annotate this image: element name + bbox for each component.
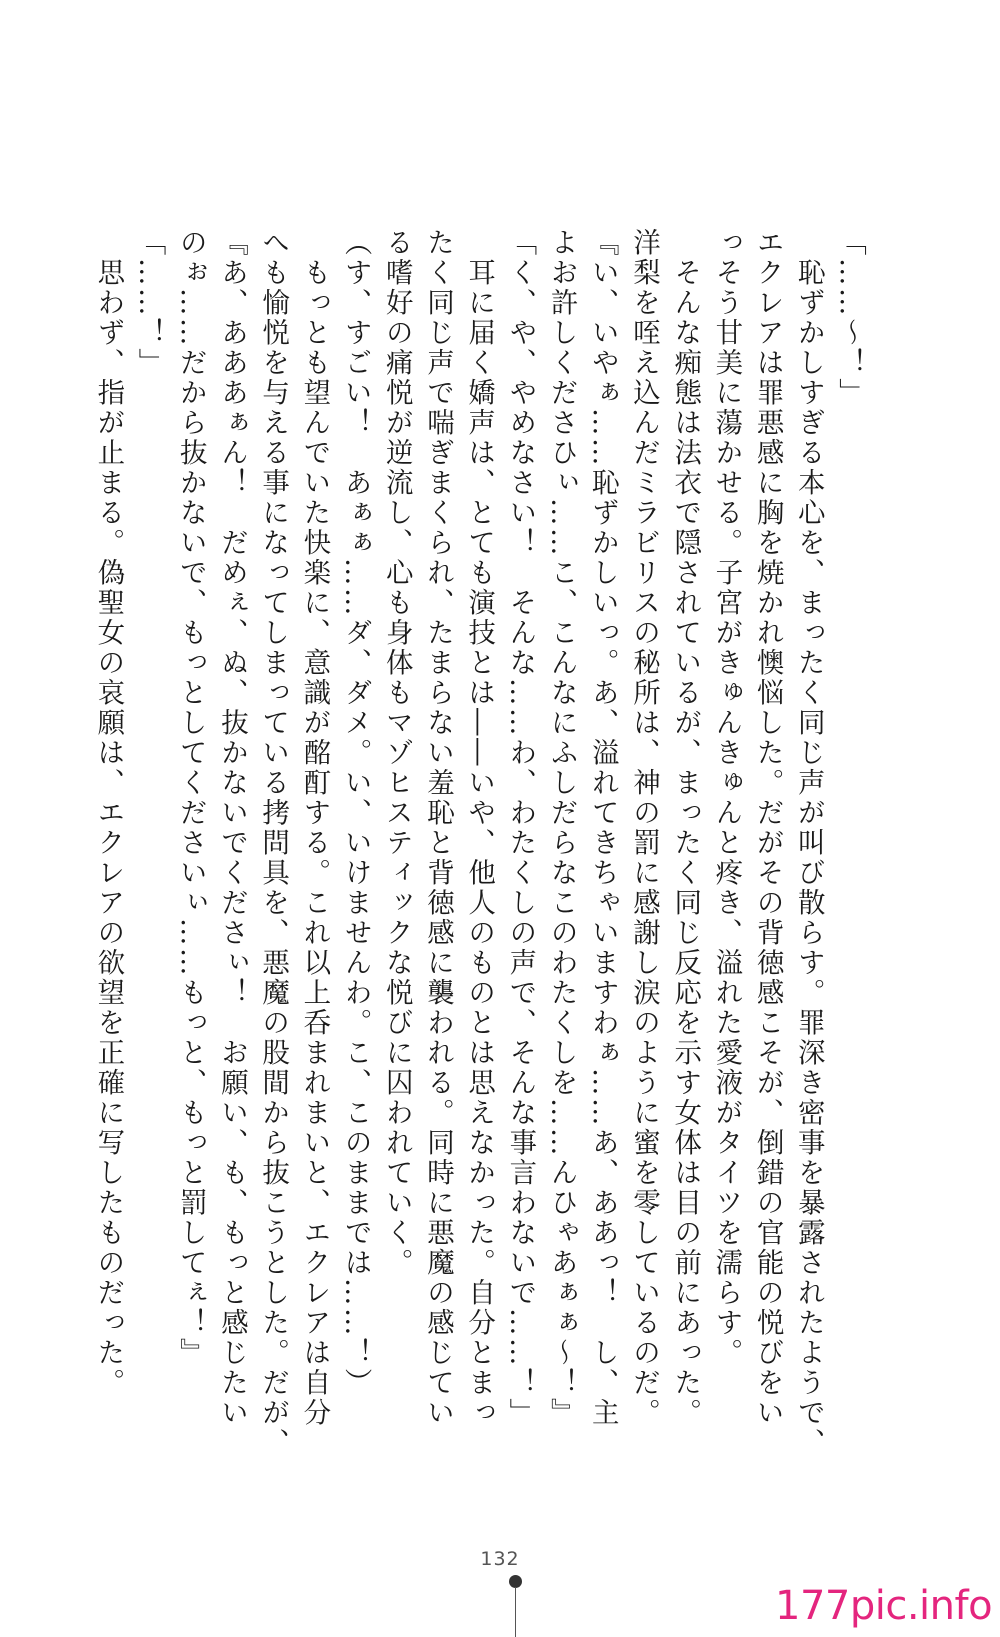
text-line: （す、すごい！ あぁぁ……ダ、ダメ。い、いけませんわ。こ、このままでは……！） xyxy=(339,228,372,1398)
text-line: 「く、や、やめなさい！ そんな……わ、わたくしの声で、そんな事言わないで……！」 xyxy=(504,228,537,1428)
text-line: 「……！」 xyxy=(133,228,166,378)
text-line: 『い、いやぁ……恥ずかしいっ。あ、溢れてきちゃいますわぁ……あ、ああっ！ し、主 xyxy=(586,228,619,1428)
text-line: る嗜好の痛悦が逆流し、心も身体もマゾヒスティックな悦びに囚われていく。 xyxy=(380,228,413,1278)
body-text xyxy=(92,228,870,1458)
page-marker-line xyxy=(515,1587,516,1637)
text-line: っそう甘美に蕩かせる。子宮がきゅんきゅんと疼き、溢れた愛液がタイツを濡らす。 xyxy=(710,228,743,1368)
text-line: 「……〜！」 xyxy=(834,228,866,408)
text-line: よお許しくださひぃ……こ、こんなにふしだらなこのわたくしを……んひゃあぁぁ〜！』 xyxy=(545,228,578,1428)
text-line: エクレアは罪悪感に胸を焼かれ懊悩した。だがその背徳感こそが、倒錯の官能の悦びをい xyxy=(751,228,784,1428)
page-number: 132 xyxy=(480,1548,520,1570)
text-line: 洋梨を咥え込んだミラビリスの秘所は、神の罰に感謝し涙のように蜜を零しているのだ。 xyxy=(627,228,660,1428)
text-line: へも愉悦を与える事になってしまっている拷問具を、悪魔の股間から抜こうとした。だが、 xyxy=(257,228,290,1458)
text-line: たく同じ声で喘ぎまくられ、たまらない羞恥と背徳感に襲われる。同時に悪魔の感じてい xyxy=(421,228,454,1428)
text-line: そんな痴態は法衣で隠されているが、まったく同じ反応を示す女体は目の前にあった。 xyxy=(669,228,702,1428)
text-line: もっとも望んでいた快楽に、意識が酩酊する。これ以上呑まれまいと、エクレアは自分 xyxy=(298,228,331,1428)
text-line: 恥ずかしすぎる本心を、まったく同じ声が叫び散らす。罪深き密事を暴露されたようで、 xyxy=(792,228,825,1458)
text-line: 思わず、指が止まる。偽聖女の哀願は、エクレアの欲望を正確に写したものだった。 xyxy=(92,228,125,1398)
text-line: 『あ、あああぁん！ だめぇ、ぬ、抜かないでくださぃ！ お願い、も、もっと感じたい xyxy=(215,228,248,1428)
text-line: 耳に届く嬌声は、とても演技とは――いや、他人のものとは思えなかった。自分とまっ xyxy=(463,228,496,1428)
watermark: 177pic.info xyxy=(775,1583,993,1629)
text-line: のぉ……だから抜かないで、もっとしてくださいぃ……もっと、もっと罰してぇ！』 xyxy=(174,228,207,1368)
